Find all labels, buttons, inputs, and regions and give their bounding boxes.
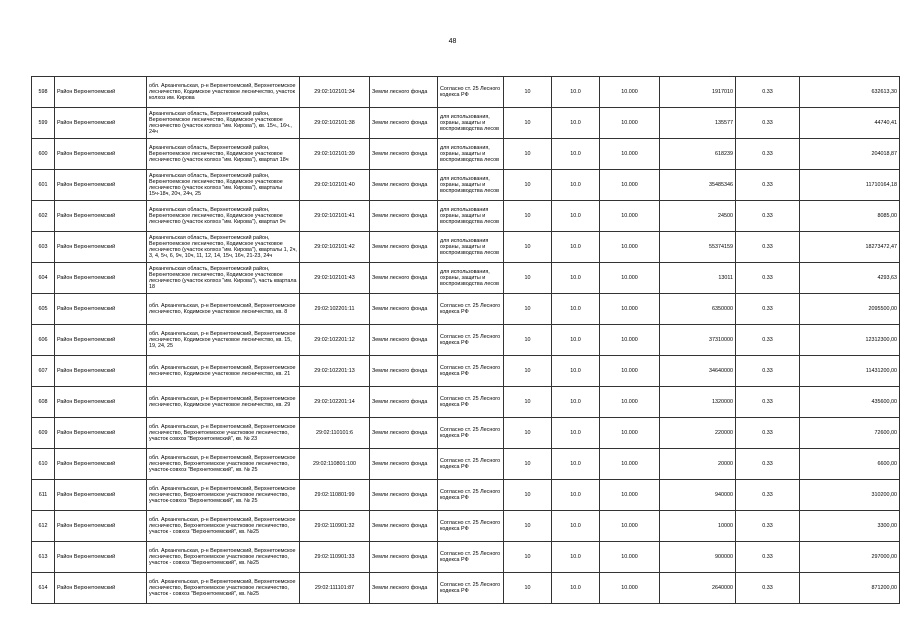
area-cell: 900000 [660, 542, 736, 573]
value-cell-1: 10 [504, 387, 552, 418]
value-cell-3: 10.000 [600, 232, 660, 263]
rate-cell: 0.33 [736, 325, 800, 356]
row-number-cell: 607 [32, 356, 55, 387]
table-row [32, 170, 900, 201]
row-number-cell: 609 [32, 418, 55, 449]
cadastral-number-cell: 29:02:102101:42 [300, 232, 370, 263]
sum-cell: 44740,41 [800, 108, 900, 139]
land-category-cell: Земли лесного фонда [370, 418, 438, 449]
permitted-use-cell: Согласно ст. 25 Лесного кодекса РФ [438, 294, 504, 325]
table-row [32, 294, 900, 325]
district-cell: Район Верхнетоемский [55, 511, 147, 542]
sum-cell: 632613,30 [800, 77, 900, 108]
value-cell-3: 10.000 [600, 325, 660, 356]
land-category-cell: Земли лесного фонда [370, 232, 438, 263]
district-cell: Район Верхнетоемский [55, 356, 147, 387]
sum-cell: 4293,63 [800, 263, 900, 294]
area-cell: 37310000 [660, 325, 736, 356]
address-cell: обл. Архангельская, р-н Верхнетоемский, Верхнетоемское лесничество, Верхнетоемское участковое лесничество, участок - совхоз "Верхнетоемский", кв. №25 [147, 573, 300, 604]
table-row [32, 573, 900, 604]
table-row [32, 542, 900, 573]
value-cell-1: 10 [504, 449, 552, 480]
value-cell-3: 10.000 [600, 201, 660, 232]
rate-cell: 0.33 [736, 139, 800, 170]
cadastral-number-cell: 29:02:102201:12 [300, 325, 370, 356]
address-cell: Архангельская область, Верхнетоемский район, Верхнетоемское лесничество, Кодимское участковое лесничество (участок колхоз "им. Кирова"), кв. 15ч., 16ч., 24ч [147, 108, 300, 139]
area-cell: 618239 [660, 139, 736, 170]
land-category-cell: Земли лесного фонда [370, 356, 438, 387]
permitted-use-cell: Согласно ст. 25 Лесного кодекса РФ [438, 573, 504, 604]
cadastral-number-cell: 29:02:102101:40 [300, 170, 370, 201]
land-category-cell: Земли лесного фонда [370, 139, 438, 170]
district-cell: Район Верхнетоемский [55, 139, 147, 170]
value-cell-2: 10.0 [552, 170, 600, 201]
value-cell-3: 10.000 [600, 170, 660, 201]
district-cell: Район Верхнетоемский [55, 294, 147, 325]
value-cell-3: 10.000 [600, 387, 660, 418]
rate-cell: 0.33 [736, 232, 800, 263]
address-cell: Архангельская область, Верхнетоемский район, Верхнетоемское лесничество, Кодимское участковое лесничество (участок колхоз "им. Кирова"), кварталы 15ч-18ч, 20ч, 24ч, 25 [147, 170, 300, 201]
land-category-cell: Земли лесного фонда [370, 170, 438, 201]
district-cell: Район Верхнетоемский [55, 325, 147, 356]
rate-cell: 0.33 [736, 449, 800, 480]
table-row [32, 139, 900, 170]
area-cell: 1917010 [660, 77, 736, 108]
value-cell-2: 10.0 [552, 542, 600, 573]
value-cell-3: 10.000 [600, 480, 660, 511]
district-cell: Район Верхнетоемский [55, 480, 147, 511]
cadastral-number-cell: 29:02:110801:99 [300, 480, 370, 511]
value-cell-1: 10 [504, 542, 552, 573]
cadastral-number-cell: 29:02:110901:33 [300, 542, 370, 573]
row-number-cell: 605 [32, 294, 55, 325]
address-cell: обл. Архангельская, р-н Верхнетоемский, Верхнетоемское лесничество, Кодимское участковое лесничество, кв. 21 [147, 356, 300, 387]
table-body [32, 77, 900, 604]
permitted-use-cell: для использования, охраны, защиты и воспроизводства лесов [438, 139, 504, 170]
address-cell: обл. Архангельская, р-н Верхнетоемский, Верхнетоемское лесничество, Верхнетоемское участковое лесничество, участок-совхоз "Верхнетоемский", кв. № 25 [147, 449, 300, 480]
rate-cell: 0.33 [736, 77, 800, 108]
cadastral-number-cell: 29:02:110901:32 [300, 511, 370, 542]
value-cell-1: 10 [504, 418, 552, 449]
rate-cell: 0.33 [736, 294, 800, 325]
land-category-cell: Земли лесного фонда [370, 77, 438, 108]
value-cell-3: 10.000 [600, 542, 660, 573]
table-row [32, 263, 900, 294]
land-category-cell: Земли лесного фонда [370, 542, 438, 573]
district-cell: Район Верхнетоемский [55, 108, 147, 139]
land-category-cell: Земли лесного фонда [370, 573, 438, 604]
district-cell: Район Верхнетоемский [55, 201, 147, 232]
rate-cell: 0.33 [736, 356, 800, 387]
sum-cell: 204018,87 [800, 139, 900, 170]
table-row [32, 418, 900, 449]
land-category-cell: Земли лесного фонда [370, 480, 438, 511]
address-cell: обл. Архангельская, р-н Верхнетоемский, Верхнетоемское лесничество, Кодимское участковое лесничество, участок колхоз им. Кирова [147, 77, 300, 108]
table-row [32, 77, 900, 108]
permitted-use-cell: Согласно ст. 25 Лесного кодекса РФ [438, 511, 504, 542]
area-cell: 6350000 [660, 294, 736, 325]
address-cell: Архангельская область, Верхнетоемский район, Верхнетоемское лесничество, Кодимское участковое лесничество (участок колхоз "им. Кирова"), квартал 9ч [147, 201, 300, 232]
address-cell: Архангельская область, Верхнетоемский район, Верхнетоемское лесничество, Кодимское участковое лесничество (участок колхоз "им. Кирова"), кварталы 1, 2ч, 3, 4, 5ч, 6, 9ч, 10ч, 11, 12, 14, 15ч, 16ч, 21-23, 24ч [147, 232, 300, 263]
rate-cell: 0.33 [736, 201, 800, 232]
area-cell: 940000 [660, 480, 736, 511]
value-cell-1: 10 [504, 294, 552, 325]
area-cell: 34640000 [660, 356, 736, 387]
address-cell: обл. Архангельская, р-н Верхнетоемский, Верхнетоемское лесничество, Кодимское участковое лесничество, кв. 8 [147, 294, 300, 325]
row-number-cell: 612 [32, 511, 55, 542]
rate-cell: 0.33 [736, 263, 800, 294]
sum-cell: 3300,00 [800, 511, 900, 542]
value-cell-2: 10.0 [552, 201, 600, 232]
address-cell: обл. Архангельская, р-н Верхнетоемский, Верхнетоемское лесничество, Кодимское участковое лесничество, кв. 15, 19, 24, 25 [147, 325, 300, 356]
sum-cell: 435600,00 [800, 387, 900, 418]
district-cell: Район Верхнетоемский [55, 542, 147, 573]
area-cell: 10000 [660, 511, 736, 542]
district-cell: Район Верхнетоемский [55, 263, 147, 294]
row-number-cell: 608 [32, 387, 55, 418]
sum-cell: 72600,00 [800, 418, 900, 449]
land-category-cell: Земли лесного фонда [370, 511, 438, 542]
sum-cell: 8085,00 [800, 201, 900, 232]
value-cell-3: 10.000 [600, 294, 660, 325]
land-category-cell: Земли лесного фонда [370, 449, 438, 480]
value-cell-2: 10.0 [552, 387, 600, 418]
row-number-cell: 604 [32, 263, 55, 294]
sum-cell: 297000,00 [800, 542, 900, 573]
district-cell: Район Верхнетоемский [55, 573, 147, 604]
land-category-cell: Земли лесного фонда [370, 201, 438, 232]
value-cell-1: 10 [504, 232, 552, 263]
table-row [32, 232, 900, 263]
table-row [32, 511, 900, 542]
value-cell-3: 10.000 [600, 511, 660, 542]
value-cell-3: 10.000 [600, 77, 660, 108]
rate-cell: 0.33 [736, 418, 800, 449]
value-cell-2: 10.0 [552, 511, 600, 542]
address-cell: обл. Архангельская, р-н Верхнетоемский, Верхнетоемское лесничество, Верхнетоемское участковое лесничество, участок совхоз "Верхнетоемский", кв. № 23 [147, 418, 300, 449]
cadastral-number-cell: 29:02:111101:87 [300, 573, 370, 604]
table-row [32, 201, 900, 232]
value-cell-1: 10 [504, 263, 552, 294]
row-number-cell: 611 [32, 480, 55, 511]
area-cell: 220000 [660, 418, 736, 449]
land-category-cell: Земли лесного фонда [370, 294, 438, 325]
sum-cell: 6600,00 [800, 449, 900, 480]
value-cell-3: 10.000 [600, 573, 660, 604]
value-cell-2: 10.0 [552, 77, 600, 108]
area-cell: 135577 [660, 108, 736, 139]
land-category-cell: Земли лесного фонда [370, 325, 438, 356]
area-cell: 20000 [660, 449, 736, 480]
cadastral-number-cell: 29:02:102101:41 [300, 201, 370, 232]
permitted-use-cell: для использования, охраны, защиты и воспроизводства лесов [438, 170, 504, 201]
row-number-cell: 602 [32, 201, 55, 232]
value-cell-2: 10.0 [552, 139, 600, 170]
value-cell-3: 10.000 [600, 356, 660, 387]
address-cell: обл. Архангельская, р-н Верхнетоемский, Верхнетоемское лесничество, Верхнетоемское участковое лесничество, участок - совхоз "Верхнетоемский", кв. №25 [147, 542, 300, 573]
sum-cell: 11710164,18 [800, 170, 900, 201]
cadastral-number-cell: 29:02:102201:13 [300, 356, 370, 387]
area-cell: 55374159 [660, 232, 736, 263]
row-number-cell: 614 [32, 573, 55, 604]
area-cell: 24500 [660, 201, 736, 232]
district-cell: Район Верхнетоемский [55, 170, 147, 201]
page-number: 48 [448, 38, 457, 45]
area-cell: 2640000 [660, 573, 736, 604]
value-cell-2: 10.0 [552, 356, 600, 387]
rate-cell: 0.33 [736, 108, 800, 139]
permitted-use-cell: Согласно ст. 25 Лесного кодекса РФ [438, 77, 504, 108]
row-number-cell: 613 [32, 542, 55, 573]
permitted-use-cell: Согласно ст. 25 Лесного кодекса РФ [438, 418, 504, 449]
value-cell-1: 10 [504, 573, 552, 604]
sum-cell: 310200,00 [800, 480, 900, 511]
table-row [32, 387, 900, 418]
permitted-use-cell: для использования охраны, защиты и воспроизводства лесов [438, 232, 504, 263]
value-cell-1: 10 [504, 511, 552, 542]
sum-cell: 2095500,00 [800, 294, 900, 325]
land-category-cell: Земли лесного фонда [370, 108, 438, 139]
rate-cell: 0.33 [736, 511, 800, 542]
district-cell: Район Верхнетоемский [55, 387, 147, 418]
value-cell-2: 10.0 [552, 232, 600, 263]
value-cell-1: 10 [504, 480, 552, 511]
value-cell-3: 10.000 [600, 108, 660, 139]
value-cell-3: 10.000 [600, 263, 660, 294]
permitted-use-cell: для использования охраны, защиты и воспроизводства лесов [438, 201, 504, 232]
address-cell: Архангельская область, Верхнетоемский район, Верхнетоемское лесничество, Кодимское участковое лесничество (участок колхоз "им. Кирова"), квартал 18ч [147, 139, 300, 170]
cadastral-number-cell: 29:02:102101:43 [300, 263, 370, 294]
value-cell-2: 10.0 [552, 294, 600, 325]
permitted-use-cell: Согласно ст. 25 Лесного кодекса РФ [438, 480, 504, 511]
rate-cell: 0.33 [736, 542, 800, 573]
sum-cell: 18273472,47 [800, 232, 900, 263]
rate-cell: 0.33 [736, 170, 800, 201]
row-number-cell: 606 [32, 325, 55, 356]
value-cell-3: 10.000 [600, 418, 660, 449]
permitted-use-cell: Согласно ст. 25 Лесного кодекса РФ [438, 449, 504, 480]
rate-cell: 0.33 [736, 480, 800, 511]
permitted-use-cell: Согласно ст. 25 Лесного кодекса РФ [438, 542, 504, 573]
address-cell: Архангельская область, Верхнетоемский район, Верхнетоемское лесничество, Кодимское участковое лесничество (участок колхоз "им. Кирова"), часть квартала 18 [147, 263, 300, 294]
permitted-use-cell: Согласно ст. 25 Лесного кодекса РФ [438, 387, 504, 418]
value-cell-2: 10.0 [552, 573, 600, 604]
row-number-cell: 598 [32, 77, 55, 108]
district-cell: Район Верхнетоемский [55, 232, 147, 263]
land-registry-table [31, 76, 900, 604]
value-cell-1: 10 [504, 356, 552, 387]
land-category-cell: Земли лесного фонда [370, 263, 438, 294]
value-cell-3: 10.000 [600, 139, 660, 170]
district-cell: Район Верхнетоемский [55, 449, 147, 480]
row-number-cell: 600 [32, 139, 55, 170]
land-category-cell: Земли лесного фонда [370, 387, 438, 418]
value-cell-3: 10.000 [600, 449, 660, 480]
permitted-use-cell: Согласно ст. 25 Лесного кодекса РФ [438, 325, 504, 356]
row-number-cell: 601 [32, 170, 55, 201]
cadastral-number-cell: 29:02:102101:39 [300, 139, 370, 170]
district-cell: Район Верхнетоемский [55, 418, 147, 449]
area-cell: 1320000 [660, 387, 736, 418]
value-cell-1: 10 [504, 201, 552, 232]
cadastral-number-cell: 29:02:110101:6 [300, 418, 370, 449]
cadastral-number-cell: 29:02:102201:11 [300, 294, 370, 325]
sum-cell: 11431200,00 [800, 356, 900, 387]
value-cell-1: 10 [504, 170, 552, 201]
row-number-cell: 610 [32, 449, 55, 480]
table-row [32, 108, 900, 139]
address-cell: обл. Архангельская, р-н Верхнетоемский, Верхнетоемское лесничество, Верхнетоемское участковое лесничество, участок-совхоз "Верхнетоемский", кв. № 25 [147, 480, 300, 511]
district-cell: Район Верхнетоемский [55, 77, 147, 108]
area-cell: 35485346 [660, 170, 736, 201]
value-cell-1: 10 [504, 108, 552, 139]
table-row [32, 449, 900, 480]
value-cell-2: 10.0 [552, 418, 600, 449]
value-cell-2: 10.0 [552, 480, 600, 511]
cadastral-number-cell: 29:02:102101:34 [300, 77, 370, 108]
address-cell: обл. Архангельская, р-н Верхнетоемский, Верхнетоемское лесничество, Верхнетоемское участковое лесничество, участок - совхоз "Верхнетоемский", кв. №25 [147, 511, 300, 542]
value-cell-1: 10 [504, 77, 552, 108]
sum-cell: 871200,00 [800, 573, 900, 604]
permitted-use-cell: для использования, охраны, защиты и воспроизводства лесов [438, 263, 504, 294]
value-cell-1: 10 [504, 325, 552, 356]
sum-cell: 12312300,00 [800, 325, 900, 356]
address-cell: обл. Архангельская, р-н Верхнетоемский, Верхнетоемское лесничество, Кодимское участковое лесничество, кв. 29 [147, 387, 300, 418]
table-row [32, 325, 900, 356]
cadastral-number-cell: 29:02:102101:38 [300, 108, 370, 139]
rate-cell: 0.33 [736, 573, 800, 604]
cadastral-number-cell: 29:02:102201:14 [300, 387, 370, 418]
rate-cell: 0.33 [736, 387, 800, 418]
value-cell-2: 10.0 [552, 263, 600, 294]
cadastral-number-cell: 29:02:110801:100 [300, 449, 370, 480]
row-number-cell: 603 [32, 232, 55, 263]
table-row [32, 480, 900, 511]
area-cell: 13011 [660, 263, 736, 294]
permitted-use-cell: для использования, охраны, защиты и воспроизводства лесов [438, 108, 504, 139]
row-number-cell: 599 [32, 108, 55, 139]
value-cell-2: 10.0 [552, 325, 600, 356]
table-row [32, 356, 900, 387]
value-cell-2: 10.0 [552, 449, 600, 480]
value-cell-1: 10 [504, 139, 552, 170]
permitted-use-cell: Согласно ст. 25 Лесного кодекса РФ [438, 356, 504, 387]
value-cell-2: 10.0 [552, 108, 600, 139]
